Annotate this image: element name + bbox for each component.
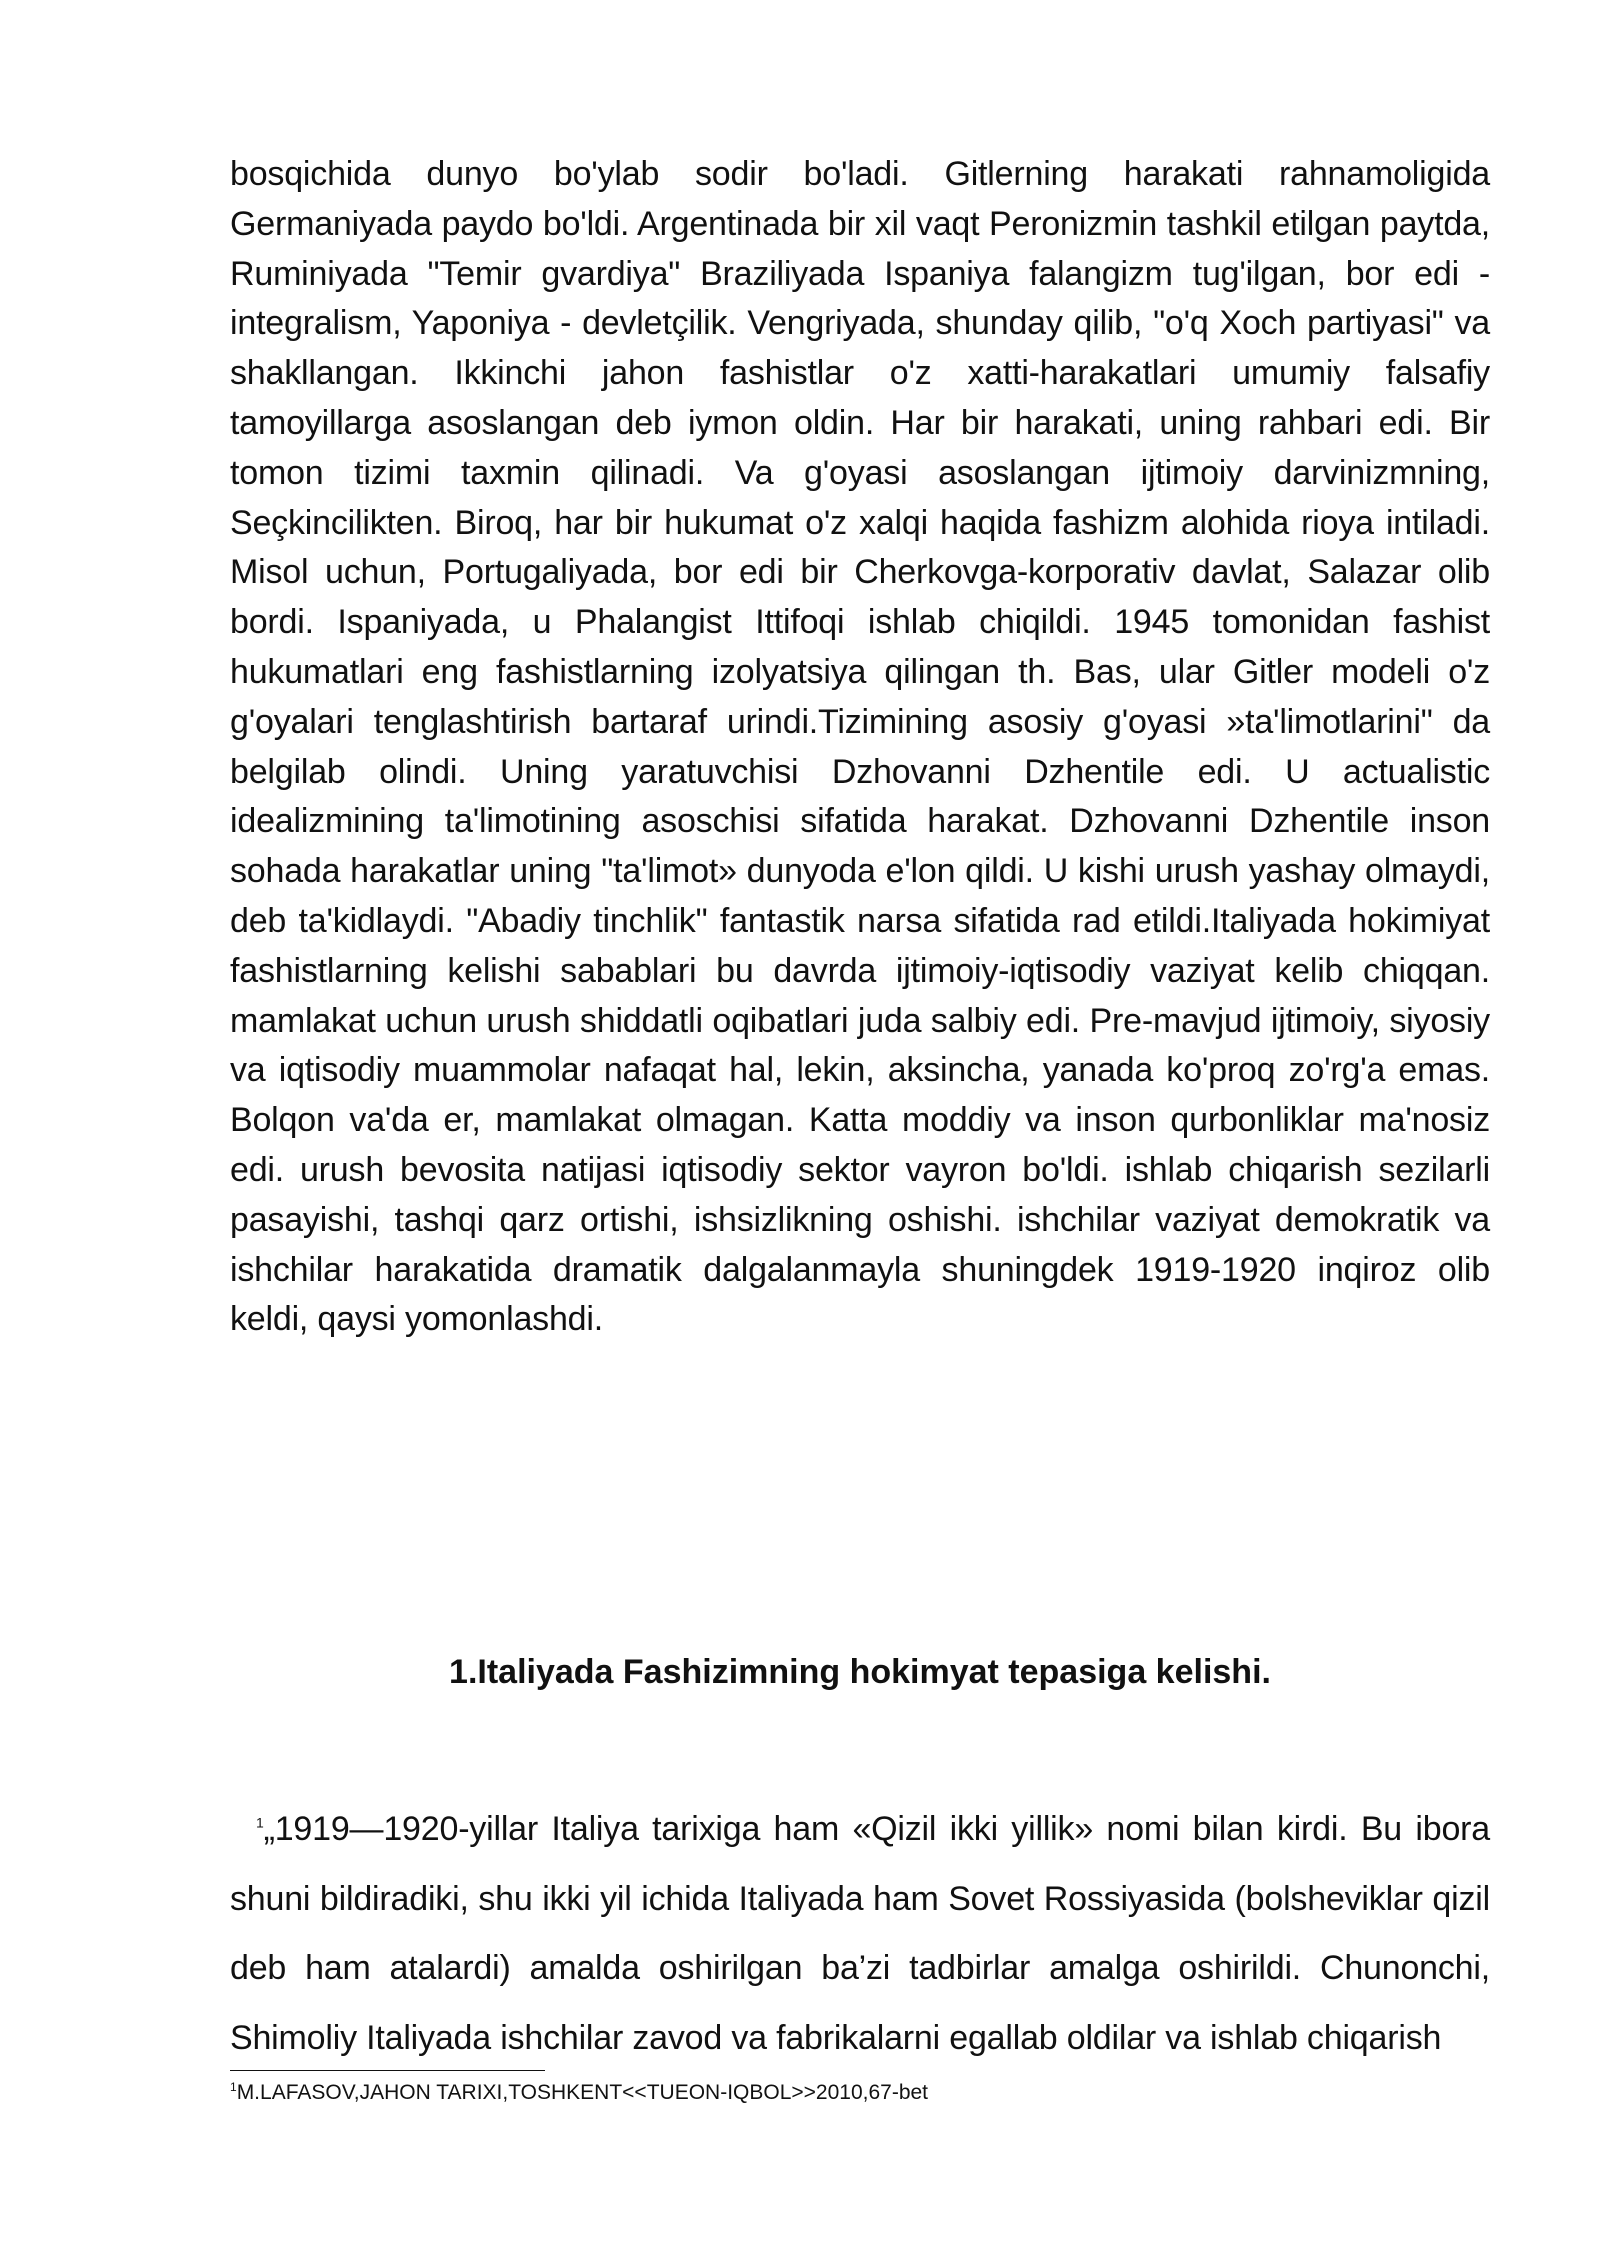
section-paragraph bbox=[230, 1795, 1490, 2073]
section-heading: 1.Italiyada Fashizimning hokimyat tepasiga kelishi. bbox=[449, 1653, 1271, 1691]
footnote-separator bbox=[230, 2070, 545, 2071]
footnote-text: M.LAFASOV,JAHON TARIXI,TOSHKENT<<TUEON-IQBOL>>2010,67-bet bbox=[236, 2081, 929, 2104]
body-paragraph: bosqichida dunyo bo'ylab sodir bo'ladi. Gitlerning harakati rahnamoligida Germaniyada paydo bo'ldi. Argentinada bir xil vaqt Peronizmin tashkil etilgan paytda, Ruminiyada "Temir gvardiya" Braziliyada Ispaniya falangizm tug'ilgan, bor edi - integralism, Yaponiya - devletçilik. Vengriyada, shunday qilib, "o'q Xoch partiyasi" va shakllangan. Ikkinchi jahon fashistlar o'z xatti-harakatlari umumiy falsafiy tamoyillarga asoslangan deb iymon oldin. Har bir harakati, uning rahbari edi. Bir tomon tizimi taxmin qilinadi. Va g'oyasi asoslangan ijtimoiy darvinizmning, Seçkincilikten. Biroq, har bir hukumat o'z xalqi haqida fashizm alohida rioya intiladi. Misol uchun, Portugaliyada, bor edi bir Cherkovga-korporativ davlat, Salazar olib bordi. Ispaniyada, u Phalangist Ittifoqi ishlab chiqildi. 1945 tomonidan fashist hukumatlari eng fashistlarning izolyatsiya qilingan th. Bas, ular Gitler modeli o'z g'oyalari tenglashtirish bartaraf urindi.Tizimining asosiy g'oyasi »ta'limotlarini" da belgilab olindi. Uning yaratuvchisi Dzhovanni Dzhentile edi. U actualistic idealizmining ta'limotining asoschisi sifatida harakat. Dzhovanni Dzhentile inson sohada harakatlar uning "ta'limot» dunyoda e'lon qildi. U kishi urush yashay olmaydi, deb ta'kidlaydi. "Abadiy tinchlik" fantastik narsa sifatida rad etildi.Italiyada hokimiyat fashistlarning kelishi sabablari bu davrda ijtimoiy-iqtisodiy vaziyat kelib chiqqan. mamlakat uchun urush shiddatli oqibatlari juda salbiy edi. Pre-mavjud ijtimoiy, siyosiy va iqtisodiy muammolar nafaqat hal, lekin, aksincha, yanada ko'proq zo'rg'a emas. Bolqon va'da er, mamlakat olmagan. Katta moddiy va inson qurbonliklar ma'nosiz edi. urush bevosita natijasi iqtisodiy sektor vayron bo'ldi. ishlab chiqarish sezilarli pasayishi, tashqi qarz ortishi, ishsizlikning oshishi. ishchilar vaziyat demokratik va ishchilar harakatida dramatik dalgalanmayla shuningdek 1919-1920 inqiroz olib keldi, qaysi yomonlashdi. bbox=[230, 155, 1490, 1339]
footnote-reference[interactable]: 1 bbox=[256, 1814, 264, 1831]
section-paragraph-text: „1919—1920-yillar Italiya tarixiga ham «Qizil ikki yillik» nomi bilan kirdi. Bu ibora shuni bildiradiki, shu ikki yil ichida Italiyada ham Sovet Rossiyasida (bolsheviklar qizil deb ham atalardi) amalda oshirilgan ba’zi tadbirlar amalga oshirildi. Chunonchi, Shimoliy Italiyada ishchilar zavod va fabrikalarni egallab oldilar va ishlab chiqarish bbox=[230, 1810, 1490, 2057]
footnote bbox=[230, 2080, 1490, 2105]
footnote-number: 1 bbox=[230, 2080, 237, 2094]
